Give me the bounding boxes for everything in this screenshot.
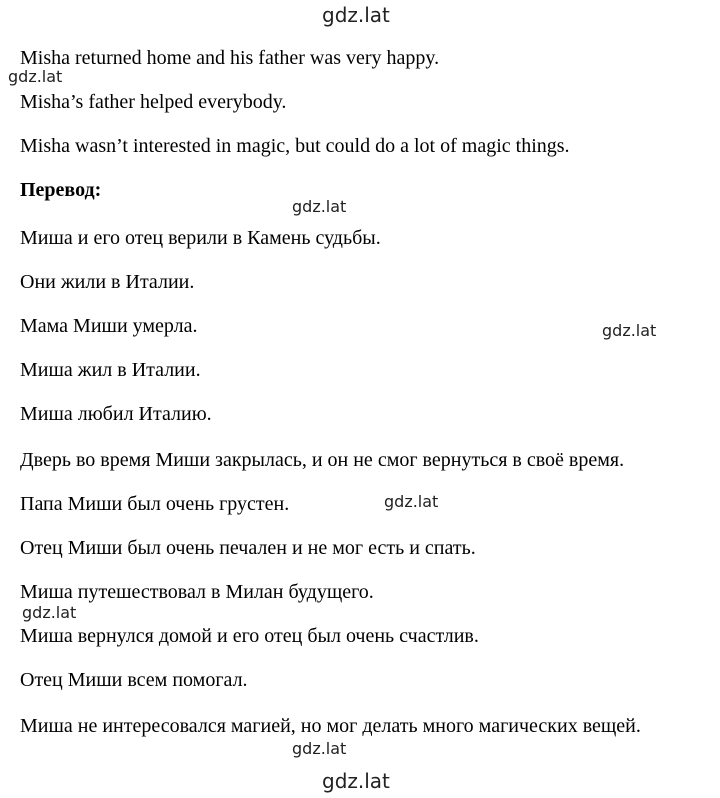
- watermark: gdz.lat: [602, 321, 657, 340]
- watermark: gdz.lat: [22, 603, 77, 622]
- english-line: Misha wasn’t interested in magic, but could do a lot of magic things.: [20, 135, 570, 157]
- russian-line: Миша любил Италию.: [20, 403, 212, 425]
- russian-line: Миша жил в Италии.: [20, 359, 201, 381]
- russian-line: Они жили в Италии.: [20, 271, 195, 293]
- russian-line: Отец Миши всем помогал.: [20, 669, 248, 691]
- watermark: gdz.lat: [384, 492, 439, 511]
- watermark: gdz.lat: [292, 739, 347, 758]
- watermark-bottom: gdz.lat: [322, 769, 390, 793]
- russian-line: Миша вернулся домой и его отец был очень счастлив.: [20, 625, 479, 647]
- watermark-top: gdz.lat: [322, 3, 390, 27]
- russian-line: Отец Миши был очень печален и не мог есть и спать.: [20, 537, 476, 559]
- watermark: gdz.lat: [8, 67, 63, 86]
- watermark: gdz.lat: [292, 197, 347, 216]
- russian-line: Мама Миши умерла.: [20, 315, 198, 337]
- russian-line: Миша и его отец верили в Камень судьбы.: [20, 227, 381, 249]
- russian-line: Папа Миши был очень грустен.: [20, 493, 290, 515]
- english-line: Misha’s father helped everybody.: [20, 91, 287, 113]
- russian-line: Миша путешествовал в Милан будущего.: [20, 581, 374, 603]
- russian-line: Дверь во время Миши закрылась, и он не смог вернуться в своё время.: [20, 449, 625, 471]
- english-line: Misha returned home and his father was very happy.: [20, 47, 440, 69]
- translation-heading: Перевод:: [20, 179, 102, 201]
- russian-line: Миша не интересовался магией, но мог делать много магических вещей.: [20, 715, 641, 737]
